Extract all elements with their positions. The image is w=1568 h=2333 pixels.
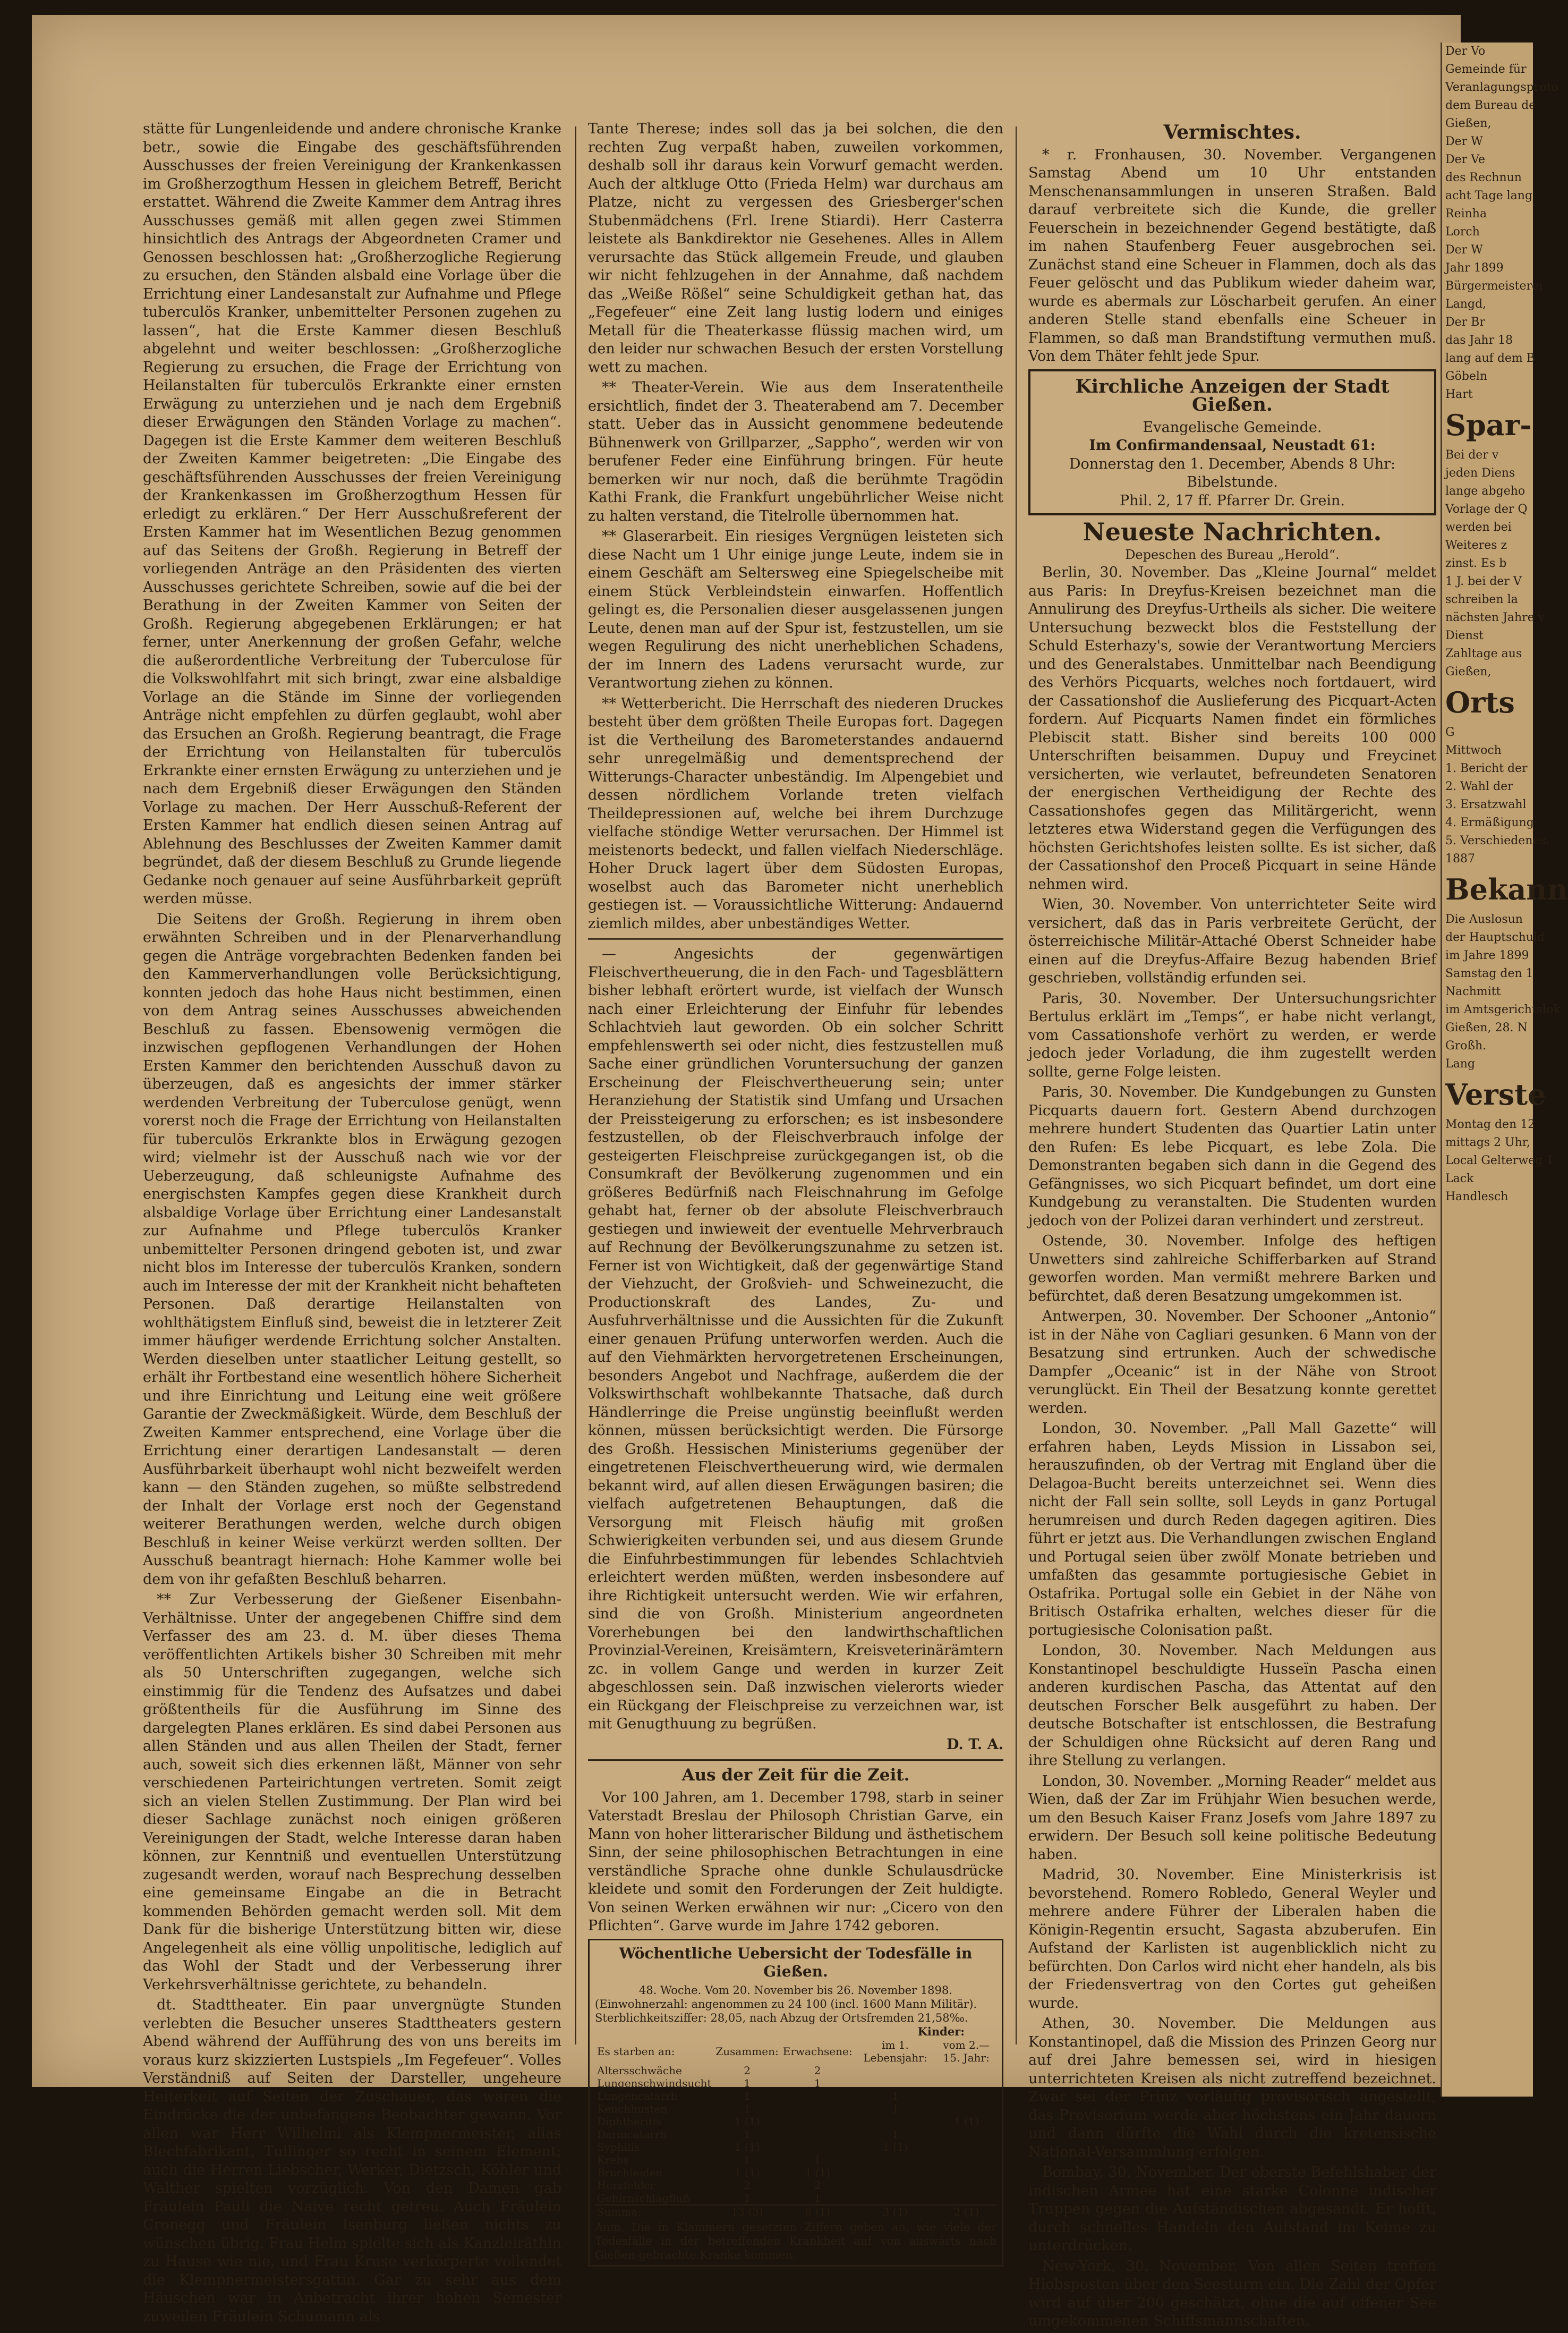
death-table-row xyxy=(595,2153,996,2166)
neighbor-text: zinst. Es b xyxy=(1445,557,1507,570)
neighbor-text: Gießen, xyxy=(1445,117,1492,130)
article-tuberculose-cont: Die Seitens der Großh. Regierung in ihrem oben erwähnten Schreiben und in der Plenarverhandlung gegen die Anträge vorgebrachten Bedenken fanden bei den Kammerverhandlungen volle Berücksichtigung, konnten jedoch das hohe Haus nicht bestimmen, einen von dem Antrag seines Ausschusses abweichenden Beschluß zu fassen. Ebensowenig vermögen die inzwischen gepflogenen Verhandlungen der Hohen Ersten Kammer den berichtenden Ausschuß davon zu überzeugen, daß es angesichts der immer stärker werdenden Verbreitung der Tuberculose genügt, wenn vorerst noch die Frage der Errichtung von Heilanstalten für tuberculös Erkrankte blos in Erwägung gezogen wird; vielmehr ist der Ausschuß nach wie vor der Ueberzeugung, daß schleunigste Aufnahme des energischsten Kampfes gegen diese Krankheit durch alsbaldige Vorlage über Errichtung einer Landesanstalt zur Aufnahme und Pflege tuberculös Kranker unbemittelter Personen dringend geboten ist, und zwar nicht blos im Interesse der tuberculös Kranken, sondern auch im Interesse der mit der Krankheit nicht behafteten Personen. Daß derartige Heilanstalten von wohlthätigstem Einfluß sind, beweist die in letzterer Zeit immer häufiger werdende Errichtung solcher Anstalten. Werden dieselben unter staatlicher Leitung gestellt, so erhält ihr Fortbestand eine wesentlich höhere Sicherheit und ihre Einrichtung und Leitung eine weit größere Garantie der Zweckmäßigkeit. Würde, dem Beschluß der Zweiten Kammer entsprechend, eine Vorlage über die Errichtung einer derartigen Landesanstalt — deren Ausführbarkeit überhaupt wohl nicht bezweifelt werden kann — den Ständen zugehen, so müßte selbstredend der Inhalt der Vorlage erst noch der Gegenstand weiterer Berathungen werden, welche durch obigen Beschluß in keiner Weise verkürzt werden sollten. Der Ausschuß beantragt hiernach: Hohe Kammer wolle bei dem von ihr gefaßten Beschluß beharren. xyxy=(143,911,561,1588)
death-table-cell xyxy=(781,2128,855,2141)
death-table xyxy=(595,2039,996,2218)
neighbor-text: acht Tage lang xyxy=(1445,189,1533,202)
news-item: New-York, 30. November. Von allen Seiten treffen Hiobsposten über den Seesturm ein. Die Zahl der Opfer wird auf über 200 geschätzt, ohne die auf offener See umgekommenen Schiffsmannschaften. xyxy=(1028,2258,1436,2329)
death-table-cell xyxy=(781,2141,855,2153)
death-table-cell: Syphilis xyxy=(597,2140,640,2153)
article-tuberculose: stätte für Lungenleidende und andere chronische Kranke betr., sowie die Eingabe des geschäftsführenden Ausschusses der freien Vereinigung der Krankenkassen im Großherzogthum Hessen in gleichem Betreff, Bericht erstattet. Während die Zweite Kammer dem Antrag ihres Ausschusses gemäß mit allen gegen zwei Stimmen hinsichtlich des Antrags der Abgeordneten Cramer und Genossen beschlossen hat: „Großherzogliche Regierung zu ersuchen, den Ständen alsbald eine Vorlage über die Errichtung einer Landesanstalt zur Aufnahme und Pflege tuberculös Kranker, unbemittelter Personen zugehen zu lassen“, hat die Erste Kammer diesen Beschluß abgelehnt und weiter beschlossen: „Großherzogliche Regierung zu ersuchen, die Frage der Errichtung von Heilanstalten für tuberculös Erkrankte einer ernsten Erwägung zu unterziehen und je nach dem Ergebniß dieser Erwägungen den Ständen Vorlage zu machen“. Dagegen ist die Erste Kammer dem weiteren Beschluß der Zweiten Kammer beigetreten: „Die Eingabe des geschäftsführenden Ausschusses der freien Vereinigung der Krankenkassen im Großherzogthum Hessen für erledigt zu erklären.“ Der Herr Ausschußreferent der Ersten Kammer hat im Wesentlichen Bezug genommen auf das Seitens der Großh. Regierung in Betreff der vorliegenden Anträge an den Präsidenten des vierten Ausschusses gerichtete Schreiben, sowie auf die bei der Berathung in der Zweiten Kammer von Seiten der Großh. Regierung abgegebenen Erklärungen; er hat ferner, unter Anerkennung der großen Gefahr, welche die außerordentliche Verbreitung der Tuberculose für die Volkswohlfahrt mit sich bringt, zwar eine alsbaldige Vorlage an die Stände im Sinne der vorliegenden Anträge nicht empfehlen zu dürfen geglaubt, wohl aber das Ersuchen an Großh. Regierung beantragt, die Frage der Errichtung von Heilanstalten für tuberculös Erkrankte einer ernsten Erwägung zu unterziehen und je nach dem Ergebniß dieser Erwägungen den Ständen Vorlage zu machen. Der Herr Ausschuß-Referent der Ersten Kammer hat endlich diesen seinen Antrag auf Ablehnung des Beschlusses der Zweiten Kammer damit begründet, daß der diesem Beschluß zu Grunde liegende Gedanke noch genauer auf seine Ausführbarkeit geprüft werden müsse. xyxy=(143,121,561,907)
death-statistics-box xyxy=(588,1939,1003,2267)
neighbor-text: 1 J. bei der V xyxy=(1445,575,1522,588)
death-table-row xyxy=(595,2064,996,2077)
neighbor-text: Veranlagungsproto xyxy=(1445,81,1558,94)
neighbor-text: Der W xyxy=(1445,135,1483,148)
death-table-cell: 1 (1) xyxy=(882,2140,908,2153)
neighbor-text: Lack xyxy=(1445,1172,1474,1185)
neighbor-text: Handlesch xyxy=(1445,1190,1509,1203)
death-table-header xyxy=(595,2039,996,2064)
death-table-cell xyxy=(936,2077,996,2090)
news-item: Paris, 30. November. Der Untersuchungsrichter Bertulus erklärt im „Temps“, er habe nicht verlangt, vom Cassationshofe verhört zu werden, er werde jedoch jeder Vorladung, die ihm zugestellt werden sollte, gerne Folge leisten. xyxy=(1028,990,1436,1080)
header-cell: im 1. Lebensjahr: xyxy=(863,2038,927,2064)
neighbor-text: 1. Bericht der xyxy=(1445,762,1528,775)
death-table-cell: 1 xyxy=(744,2153,751,2166)
death-table-cell: 1 xyxy=(814,2076,821,2090)
sum-cell: Summa: xyxy=(595,2205,713,2218)
death-table-cell xyxy=(855,2064,936,2077)
death-table-cell xyxy=(855,2166,936,2179)
neighbor-text: das Jahr 18 xyxy=(1445,334,1513,347)
death-table-cell: 1 xyxy=(814,2191,821,2204)
death-table-cell xyxy=(781,2102,855,2115)
death-table-cell: 2 xyxy=(744,2178,751,2192)
section-title-zeit: Aus der Zeit für die Zeit. xyxy=(681,1766,910,1785)
death-table-cell: 1 (1) xyxy=(734,2166,760,2179)
death-table-cell xyxy=(936,2102,996,2115)
news-item: Madrid, 30. November. Eine Ministerkrisis ist bevorstehend. Romero Robledo, General Weyler und mehrere andere Führer der Liberalen haben die Königin-Regentin ersucht, Sagasta abzuberufen. Ein Aufstand der Karlisten ist augenblicklich nicht zu befürchten. Don Carlos wird nicht eher handeln, als bis der Friedensvertrag von den Cortes gut geheißen wurde. xyxy=(1028,1867,1436,2012)
article-fronhausen: * r. Fronhausen, 30. November. Vergangenen Samstag Abend um 10 Uhr entstanden Menschenansammlungen in unseren Straßen. Bald darauf verbreitete sich die Kunde, die greller Feuerschein in bezeichnender Gegend bestätigte, daß im nahen Staufenberg Feuer ausgebrochen sei. Zunächst stand eine Scheuer in Flammen, doch als das Feuer gelöscht und das Publikum wieder daheim war, wurde es abermals zur Löscharbeit gerufen. An einer anderen Stelle stand ebenfalls eine Scheuer in Flammen, so daß man Brandstiftung vermuthen muß. Von dem Thäter fehlt jede Spur. xyxy=(1028,146,1436,364)
death-table-cell: 1 xyxy=(744,2191,751,2204)
death-table-cell xyxy=(936,2141,996,2153)
death-table-sum xyxy=(595,2205,996,2218)
neighbor-text: Der Br xyxy=(1445,316,1485,329)
death-statistics-title: Wöchentliche Uebersicht der Todesfälle in Gießen. xyxy=(619,1944,973,1980)
article-wetterbericht: ** Wetterbericht. Die Herrschaft des niederen Druckes besteht über dem größten Theile Europas fort. Dagegen ist die Vertheilung des Barometerstandes andauernd sehr unregelmäßig und dementsprechend der Witterungs-Character unbeständig. Im Alpengebiet und dessen nördlichem Vorlande treten vielfach Theildepressionen auf, welche bei ihrem Durchzuge vielfache stöndige Wetter verursachen. Der Himmel ist meistenorts bedeckt, und fallen vielfach Niederschläge. Hoher Druck lagert über dem Südosten Europas, woselbst auch das Barometer nicht unerheblich gestiegen ist. — Voraussichtliche Witterung: Andauernd ziemlich mildes, aber unbeständiges Wetter. xyxy=(588,695,1003,932)
death-table-cell: Darmcatarrh xyxy=(597,2127,667,2141)
separator-rule xyxy=(588,938,1003,940)
neighbor-text: Bei der v xyxy=(1445,448,1499,462)
death-table-cell: 1 xyxy=(744,2089,751,2102)
neighbor-text: 3. Ersatzwahl xyxy=(1445,798,1527,811)
section-title-vermischtes: Vermischtes. xyxy=(1163,121,1301,143)
neighbor-text: Der Vo xyxy=(1445,45,1486,58)
neighbor-text: 4. Ermäßigung xyxy=(1445,816,1534,829)
section-title-neueste: Neueste Nachrichten. xyxy=(1083,517,1382,546)
neighbor-text: schreiben la xyxy=(1445,593,1518,606)
death-kinder-label: Kinder: xyxy=(917,2024,965,2038)
newspaper-page xyxy=(32,15,1461,2329)
header-cell: Erwachsene: xyxy=(782,2044,853,2058)
neighbor-text: Bürgermeisterei xyxy=(1445,279,1543,293)
header-cell: Zusammen: xyxy=(715,2044,779,2058)
neighbor-text: Spar- xyxy=(1445,408,1532,442)
neighbor-text: 5. Verschiedenes. xyxy=(1445,834,1549,847)
death-note: Anm. Die in Klammern gesetzten Ziffern geben an, wie viele der Todesfälle in der betreffenden Krankheit auf von auswärts nach Gießen gebrachte Kranke kommen. xyxy=(595,2220,996,2261)
death-table-cell xyxy=(936,2128,996,2141)
death-week: 48. Woche. Vom 20. November bis 26. November 1898. xyxy=(639,1983,952,1997)
neighbor-text: Lorch xyxy=(1445,225,1480,239)
neighbor-text: Langd, xyxy=(1445,298,1487,311)
article-glaserarbeit: ** Glaserarbeit. Ein riesiges Vergnügen leisteten sich diese Nacht um 1 Uhr einige junge Leute, indem sie in einem Geschäft am Seltersweg eine Spiegelscheibe mit einem Stück Verbleindstein einwarfen. Hoffentlich gelingt es, die Personalien dieser ausgelassenen jungen Leute, denen man auf der Spur ist, festzustellen, um sie wegen Regulirung des nicht unerheblichen Schadens, der im Innern des Ladens verursacht wurde, zur Verantwortung ziehen zu können. xyxy=(588,528,1003,691)
death-table-cell xyxy=(855,2192,936,2205)
death-table-row xyxy=(595,2141,996,2153)
sum-cell: 2 (1) xyxy=(936,2205,996,2218)
death-table-row xyxy=(595,2115,996,2128)
death-table-cell: Gehirnschlagfluß xyxy=(597,2191,690,2204)
neighbor-text: jeden Diens xyxy=(1445,466,1515,480)
neighbor-text: Jahr 1899 xyxy=(1445,261,1504,275)
neighbor-text: Hart xyxy=(1445,388,1473,401)
neighbor-text: Reinha xyxy=(1445,207,1487,220)
news-item: London, 30. November. Nach Meldungen aus Konstantinopel beschuldigte Husseïn Pascha einen anderen kurdischen Pascha, das Attentat auf den deutschen Forscher Belk ausgeführt zu haben. Der deutsche Botschafter ist entschlossen, die Bestrafung der Schuldigen ohne Rücksicht auf deren Rang und ihre Stellung zu verlangen. xyxy=(1028,1642,1436,1769)
neighbor-page-edge xyxy=(1441,43,1568,2097)
neighbor-text: Gießen, 28. N xyxy=(1445,1021,1528,1034)
separator-rule-2 xyxy=(588,1759,1003,1761)
church-date: Donnerstag den 1. December, Abends 8 Uhr: Bibelstunde. xyxy=(1069,455,1396,490)
neighbor-text: lang auf dem B xyxy=(1445,352,1535,365)
neighbor-text: Weiteres z xyxy=(1445,539,1507,552)
death-table-cell: 1 xyxy=(892,2089,899,2102)
article-zeit: Vor 100 Jahren, am 1. December 1798, starb in seiner Vaterstadt Breslau der Philosoph Christian Garve, ein Mann von hoher litterarischer Bildung und ästhetischem Sinn, der seine philosophischen Betrachtungen in eine verständliche Sprache ohne dunkle Schulausdrücke kleidete und somit den Forderungen der Zeit huldigte. Von seinen Werken erwähnen wir nur: „Cicero von den Pflichten“. Garve wurde im Jahre 1742 geboren. xyxy=(588,1789,1003,1934)
death-table-cell: Krebs xyxy=(597,2153,629,2166)
death-table-cell xyxy=(936,2090,996,2102)
death-table-row xyxy=(595,2077,996,2090)
neighbor-text: Mittwoch xyxy=(1445,744,1502,757)
death-table-row xyxy=(595,2179,996,2192)
column-1 xyxy=(143,120,561,2328)
neighbor-text: Orts xyxy=(1445,685,1515,719)
neighbor-text: G xyxy=(1445,726,1455,739)
sum-cell: 13 (3) xyxy=(713,2205,780,2218)
death-table-cell: 1 xyxy=(744,2076,751,2090)
death-table-cell xyxy=(781,2115,855,2128)
article-theaterverein: ** Theater-Verein. Wie aus dem Inseratentheile ersichtlich, findet der 3. Theaterabend am 7. December statt. Ueber das in Aussicht genommene bedeutende Bühnenwerk von Grillparzer, „Sappho“, werden wir von berufener Feder eine Einführung bringen. Für heute bemerken wir nur noch, daß die berühmte Tragödin Kathi Frank, die Frankfurt ungebührlicher Weise nicht zu halten verstand, die Titelrolle übernommen hat. xyxy=(588,379,1003,524)
news-item: London, 30. November. „Pall Mall Gazette“ will erfahren haben, Leyds Mission in Lissabon sei, herauszufinden, ob der Vertrag mit England über die Delagoa-Bucht bereits unterzeichnet sei. Wenn dies nicht der Fall sein sollte, soll Leyds in ganz Portugal herumreisen und durch Reden dagegen agitiren. Dies führt er jetzt aus. Die Verhandlungen zwischen England und Portugal seien über zwölf Monate betrieben und umfaßten das gesammte portugiesische Gebiet in Ostafrika. Portugal solle ein Gebiet in der Nähe von Britisch Ostafrika erhalten, welches dieser für die portugiesische Colonisation paßt. xyxy=(1028,1420,1436,1639)
death-table-cell xyxy=(855,2179,936,2192)
neighbor-text: nächsten Jahre v xyxy=(1445,611,1545,624)
death-table-cell: 2 xyxy=(814,2178,821,2192)
death-table-cell: 1 (1) xyxy=(953,2115,979,2128)
neighbor-text: dem Bureau de xyxy=(1445,99,1536,112)
neighbor-text: Gemeinde für xyxy=(1445,63,1527,76)
news-list xyxy=(1028,564,1436,2331)
death-population: (Einwohnerzahl: angenommen zu 24 100 (incl. 1600 Mann Militär). xyxy=(595,1997,977,2010)
neighbor-text: Local Gelterweg 1 xyxy=(1445,1154,1554,1167)
death-table-cell: 1 xyxy=(892,2102,899,2115)
news-item: London, 30. November. „Morning Reader“ meldet aus Wien, daß der Zar im Frühjahr Wien besuchen werde, um den Besuch Kaiser Franz Josefs vom Jahre 1897 zu erwidern. Der Besuch soll keine politische Bedeutung haben. xyxy=(1028,1772,1436,1863)
church-location: Im Confirmandensaal, Neustadt 61: xyxy=(1089,437,1376,454)
death-table-row xyxy=(595,2128,996,2141)
death-table-cell: 1 xyxy=(814,2153,821,2166)
death-table-cell: 2 xyxy=(814,2064,821,2077)
neighbor-text: mittags 2 Uhr, xyxy=(1445,1136,1530,1149)
death-table-cell xyxy=(855,2115,936,2128)
neighbor-text: im Amtsgerichtslok xyxy=(1445,1003,1561,1016)
neighbor-text: der Hauptschuld xyxy=(1445,931,1545,944)
header-cell: vom 2.—15. Jahr: xyxy=(943,2038,990,2064)
neighbor-text: Zahltage aus xyxy=(1445,647,1522,660)
news-item: Ostende, 30. November. Infolge des heftigen Unwetters sind zahlreiche Schifferbarken auf Strand geworfen worden. Man vermißt mehrere Barken und befürchtet, daß deren Besatzung umgekommen ist. xyxy=(1028,1233,1436,1304)
news-source: Depeschen des Bureau „Herold“. xyxy=(1125,547,1340,562)
death-table-cell xyxy=(855,2153,936,2166)
neighbor-text: Verste xyxy=(1445,1078,1546,1112)
death-table-cell: Altersschwäche xyxy=(597,2064,682,2077)
sum-cell: 3 (1) xyxy=(855,2205,936,2218)
article-stadttheater: dt. Stadttheater. Ein paar unvergnügte Stunden verlebten die Besucher unseres Stadttheaters gestern Abend während der Aufführung des von uns bereits im voraus kurz skizzierten Lustspiels „Im Fegefeuer“. Volles Verständniß auf Seiten der Darsteller, ungeheure Heiterkeit auf Seiten der Zuschauer, das waren die Eindrücke die der unbefangene Beobachter gewann. Vor allen war Herr Wilhelmi als Klempnermeister, alias Blechfabrikant, Tullinger so recht in seinem Element; auch die Herren Liebscher, Werker, Dietzsch, Köhler und Walther spielten vorzüglich. Von den Damen gab Fräulein Pauli die Naive recht getreu. Auch Fräulein Cronegg und Fräulein Isenburg ließen nichts zu wünschen übrig. Frau Helm spielte sich als Kanzleiräthin zu Hause wie nie, und Frau Kruse verkörperte vollendet die Klempnermeistersgattin. Gar zu sehr aus dem Häuschen war in Anbetracht ihrer hohen Semester zuweilen Fräulein Schumann als xyxy=(143,1997,561,2325)
death-table-cell: Keuchhusten xyxy=(597,2102,667,2115)
neighbor-text: lange abgeho xyxy=(1445,485,1526,498)
death-table-cell: 2 xyxy=(744,2064,751,2077)
death-table-cell xyxy=(936,2064,996,2077)
neighbor-text: Samstag den 1 xyxy=(1445,967,1533,980)
church-pastor: Phil. 2, 17 ff. Pfarrer Dr. Grein. xyxy=(1119,492,1345,509)
article-theater-cont: Tante Therese; indes soll das ja bei solchen, die den rechten Zug verpaßt haben, zuweilen vorkommen, deshalb soll ihr daraus kein Vorwurf gemacht werden. Auch der altkluge Otto (Frieda Helm) war durchaus am Platze, nicht zu vergessen des Griesberger'schen Stubenmädchens (Frl. Irene Stiardi). Herr Casterra leistete als Bankdirektor nie Gesehenes. Alles in Allem verursachte das Stück allgemein Freude, und glauben wir nicht fehlzugehen in der Annahme, daß nachdem das „Weiße Rößel“ seine Schuldigkeit gethan hat, das „Fegefeuer“ eine Zeit lang lustig lodern und einiges Metall für die Theaterkasse flüssig machen wird, um den leider nur schwachen Besuch der ersten Vorstellung wett zu machen. xyxy=(588,121,1003,376)
death-table-cell: Diphtheritis xyxy=(597,2115,662,2128)
death-table-cell: Lungenschwindsucht xyxy=(597,2076,712,2090)
news-item: Berlin, 30. November. Das „Kleine Journal“ meldet aus Paris: In Dreyfus-Kreisen bezeichnet man die Annulirung des Dreyfus-Urtheils als sicher. Die weitere Untersuchung bezweckt blos die Feststellung der Schuld Esterhazy's, sowie der Verantwortung Merciers und des Generalstabes. Unmittelbar nach Beendigung des Verhörs Picquarts, welches noch fortdauert, wird der Cassationshof die Auslieferung des Picquart-Acten fordern. Auf Picquarts Namen findet ein förmliches Plebiscit statt. Bisher sind bereits 100 000 Unterschriften beisammen. Dupuy und Freycinet versicherten, wie verlautet, befreundeten Senatoren der energischen Vertheidigung der Rechte des Cassationshofes gegen das Militärgericht, wenn letzteres etwa Widerstand gegen die Verfügungen des höchsten Gerichtshofes leisten sollte. Es ist sicher, daß der Cassationshof den Proceß Picquart in seine Hände nehmen wird. xyxy=(1028,564,1436,893)
death-rate: Sterblichkeitsziffer: 28,05, nach Abzug der Ortsfremden 21,58‰. xyxy=(595,2011,968,2024)
neighbor-text: Nachmitt xyxy=(1445,985,1501,998)
neighbor-text: Bekann xyxy=(1445,872,1568,906)
neighbor-text: Göbeln xyxy=(1445,370,1488,383)
news-item: Antwerpen, 30. November. Der Schooner „Antonio“ ist in der Nähe von Cagliari gesunken. 6 Mann von der Besatzung sind ertrunken. Auch der schwedische Dampfer „Oceanic“ ist in der Nähe von Stroot verunglückt. Ein Theil der Besatzung konnte gerettet werden. xyxy=(1028,1308,1436,1416)
church-congregation: Evangelische Gemeinde. xyxy=(1143,419,1322,436)
neighbor-text: Die Auslosun xyxy=(1445,913,1523,926)
death-table-cell xyxy=(781,2090,855,2102)
neighbor-text: Montag den 12 xyxy=(1445,1118,1536,1131)
neighbor-text: 2. Wahl der xyxy=(1445,780,1513,793)
death-table-cell xyxy=(936,2153,996,2166)
death-table-row xyxy=(595,2102,996,2115)
neighbor-text: Vorlage der Q xyxy=(1445,503,1528,516)
neighbor-text: 1887 xyxy=(1445,852,1475,866)
sum-cell: 8 (1) xyxy=(781,2205,855,2218)
death-table-cell xyxy=(936,2179,996,2192)
article-fleischvertheuerung: — Angesichts der gegenwärtigen Fleischvertheuerung, die in den Fach- und Tagesblättern bisher lebhaft erörtert wurde, ist vielfach der Wunsch nach einer Erleichterung der Einfuhr für lebendes Schlachtvieh laut geworden. Ob ein solcher Schritt empfehlenswerth sei oder nicht, dies festzustellen muß Sache einer gründlichen Voruntersuchung der ganzen Erscheinung der Fleischvertheuerung sein; unter Heranziehung der Statistik sind Umfang und Ursachen der Preissteigerung zu erforschen; es ist insbesondere festzustellen, ob der Fleischverbrauch infolge der gesteigerten Fleischpreise zurückgegangen ist, ob die Consumkraft der Bevölkerung zugenommen und ein größeres Bedürfniß nach Fleischnahrung im Gefolge gehabt hat, ferner ob der absolute Fleischverbrauch gestiegen und inwieweit der eventuelle Mehrverbrauch auf Rechnung der Bevölkerungszunahme zu setzen ist. Ferner ist von Wichtigkeit, daß der gegenwärtige Stand der Viehzucht, der Großvieh- und Schweinezucht, die Productionskraft des Landes, Zu- und Ausfuhrverhältnisse und die Aussichten für die Zukunft einer genauen Prüfung unterworfen werden. Auch die auf den Viehmärkten hervorgetretenen Erscheinungen, besonders Angebot und Nachfrage, außerdem die der Volkswirthschaft wohlbekannte Thatsache, daß durch Händlerringe die Preise ungünstig beeinflußt werden können, müssen berücksichtigt werden. Die Fürsorge des Großh. Hessischen Ministeriums gegenüber der eingetretenen Fleischvertheuerung wird, wie dermalen bekannt wird, auf allen diesen Erwägungen basiren; die vielfach aufgetretenen Behauptungen, daß die Versorgung mit Fleisch häufig mit großen Schwierigkeiten verbunden sei, und aus diesem Grunde die Einfuhrbestimmungen für lebendes Schlachtvieh erleichtert werden müßten, werden insbesondere auf ihre Richtigkeit untersucht werden. Wie wir erfahren, sind die von Großh. Ministerium angeordneten Vorerhebungen bei den landwirthschaftlichen Provinzial-Vereinen, Kreisämtern, Kreisveterinärämtern zc. in vollem Gange und werden in kurzer Zeit abgeschlossen sein. Daß inzwischen vielerorts wieder ein Rückgang der Fleischpreise zu verzeichnen war, ist mit Genugthuung zu begrüßen. xyxy=(588,946,1003,1732)
column-divider-2 xyxy=(1016,126,1017,2044)
news-item: Athen, 30. November. Die Meldungen aus Konstantinopel, daß die Mission des Prinzen Georg nur auf drei Jahre bemessen sei, wird in hiesigen unterrichteten Kreisen als nicht zutreffend bezeichnet. Zwar sei der Prinz vorläufig provisorisch angestellt, das Provisorium werde aber höchstens ein Jahr dauern und dann dürfte die Wahl durch die kretensische National-Versammlung erfolgen. xyxy=(1028,2015,1436,2160)
neighbor-text: im Jahre 1899 xyxy=(1445,949,1529,962)
death-table-row xyxy=(595,2090,996,2102)
column-divider-1 xyxy=(575,126,576,2044)
death-table-row xyxy=(595,2192,996,2205)
news-item: Paris, 30. November. Die Kundgebungen zu Gunsten Picquarts dauern fort. Gestern Abend durchzogen mehrere hundert Studenten das Quartier Latin unter den Rufen: Es lebe Picquart, es lebe Zola. Die Demonstranten begaben sich dann in die Gegend des Gefängnisses, wo sich Picquart befindet, um dort eine Kundgebung zu veranstalten. Die Studenten wurden jedoch von der Polizei daran verhindert und zerstreut. xyxy=(1028,1084,1436,1229)
death-table-cell: 1 (1) xyxy=(734,2140,760,2153)
death-table-cell xyxy=(936,2166,996,2179)
neighbor-text: Dienst xyxy=(1445,629,1484,642)
column-2 xyxy=(588,120,1003,2270)
death-table-row xyxy=(595,2166,996,2179)
death-table-cell: Herzfehler xyxy=(597,2178,655,2192)
death-table-cell: 1 (1) xyxy=(734,2115,760,2128)
article-eisenbahn: ** Zur Verbesserung der Gießener Eisenbahn-Verhältnisse. Unter der angegebenen Chiffre sind dem Verfasser des am 23. d. M. über dieses Thema veröffentlichten Artikels bisher 30 Schreiben mit mehr als 50 Unterschriften zugegangen, welche sich einstimmig für die Tendenz des Aufsatzes und dabei größtentheils für die Ausführung im Sinne des dargelegten Planes erklären. Es sind dabei Personen aus allen Ständen und aus allen Theilen der Stadt, ferner auch, soweit sich dies erkennen läßt, Männer von sehr verschiedenen Parteirichtungen vertreten. Somit zeigt sich an vielen Stellen Zustimmung. Der Plan wird bei dieser Sachlage zunächst noch einigen größeren Vereinigungen der Stadt, welche Interesse daran haben können, zur Kenntniß und eventuellen Unterstützung zugesandt werden, worauf nach Besprechung desselben eine gemeinsame Eingabe an die in Betracht kommenden Behörden gemacht werden soll. Mit dem Dank für die bisherige Unterstützung bitten wir, diese Angelegenheit als eine völlig unpolitische, lediglich auf das Wohl der Stadt und der Verbesserung ihrer Verkehrsverhältnisse gerichtete, zu behandeln. xyxy=(143,1591,561,1993)
column-3 xyxy=(1028,120,1436,2333)
neighbor-text: Gießen, xyxy=(1445,665,1492,678)
death-table-cell: Bruchleiden xyxy=(597,2166,663,2179)
death-table-cell: 1 xyxy=(892,2127,899,2141)
news-item: Wien, 30. November. Von unterrichteter Seite wird versichert, daß das in Paris verbreitete Gerücht, der österreichische Militär-Attaché Oberst Schneider habe einen auf die Dreyfus-Affaire Bezug habenden Brief geschrieben, vollständig erfunden sei. xyxy=(1028,896,1436,986)
article-signature: D. T. A. xyxy=(946,1736,1003,1753)
death-table-cell: 1 xyxy=(744,2127,751,2141)
neighbor-text: Der Ve xyxy=(1445,153,1486,166)
neighbor-text: Großh. xyxy=(1445,1039,1487,1053)
death-table-cell: 1 xyxy=(744,2102,751,2115)
header-cell: Es starben an: xyxy=(597,2044,675,2058)
neighbor-text: Lang xyxy=(1445,1057,1475,1071)
death-table-cell xyxy=(855,2077,936,2090)
church-notices-box xyxy=(1028,369,1436,516)
death-table-body xyxy=(595,2064,996,2205)
death-table-cell xyxy=(936,2192,996,2205)
death-table-cell: Lungencatarrh xyxy=(597,2089,678,2102)
neighbor-text: des Rechnun xyxy=(1445,171,1522,184)
death-table-cell: 1 (1) xyxy=(805,2166,830,2179)
news-item: Bombay, 30. November. Der oberste Befehlshaber der indischen Armee hat eine starke Colonne indischer Truppen gegen die Aufständischen abgesandt. Er hofft, durch schnelles Handeln den Aufstand im Keime zu unterdrücken. xyxy=(1028,2164,1436,2254)
church-notices-title: Kirchliche Anzeigen der Stadt Gießen. xyxy=(1075,375,1390,415)
neighbor-text: Der W xyxy=(1445,243,1483,257)
neighbor-text: werden bei xyxy=(1445,521,1512,534)
